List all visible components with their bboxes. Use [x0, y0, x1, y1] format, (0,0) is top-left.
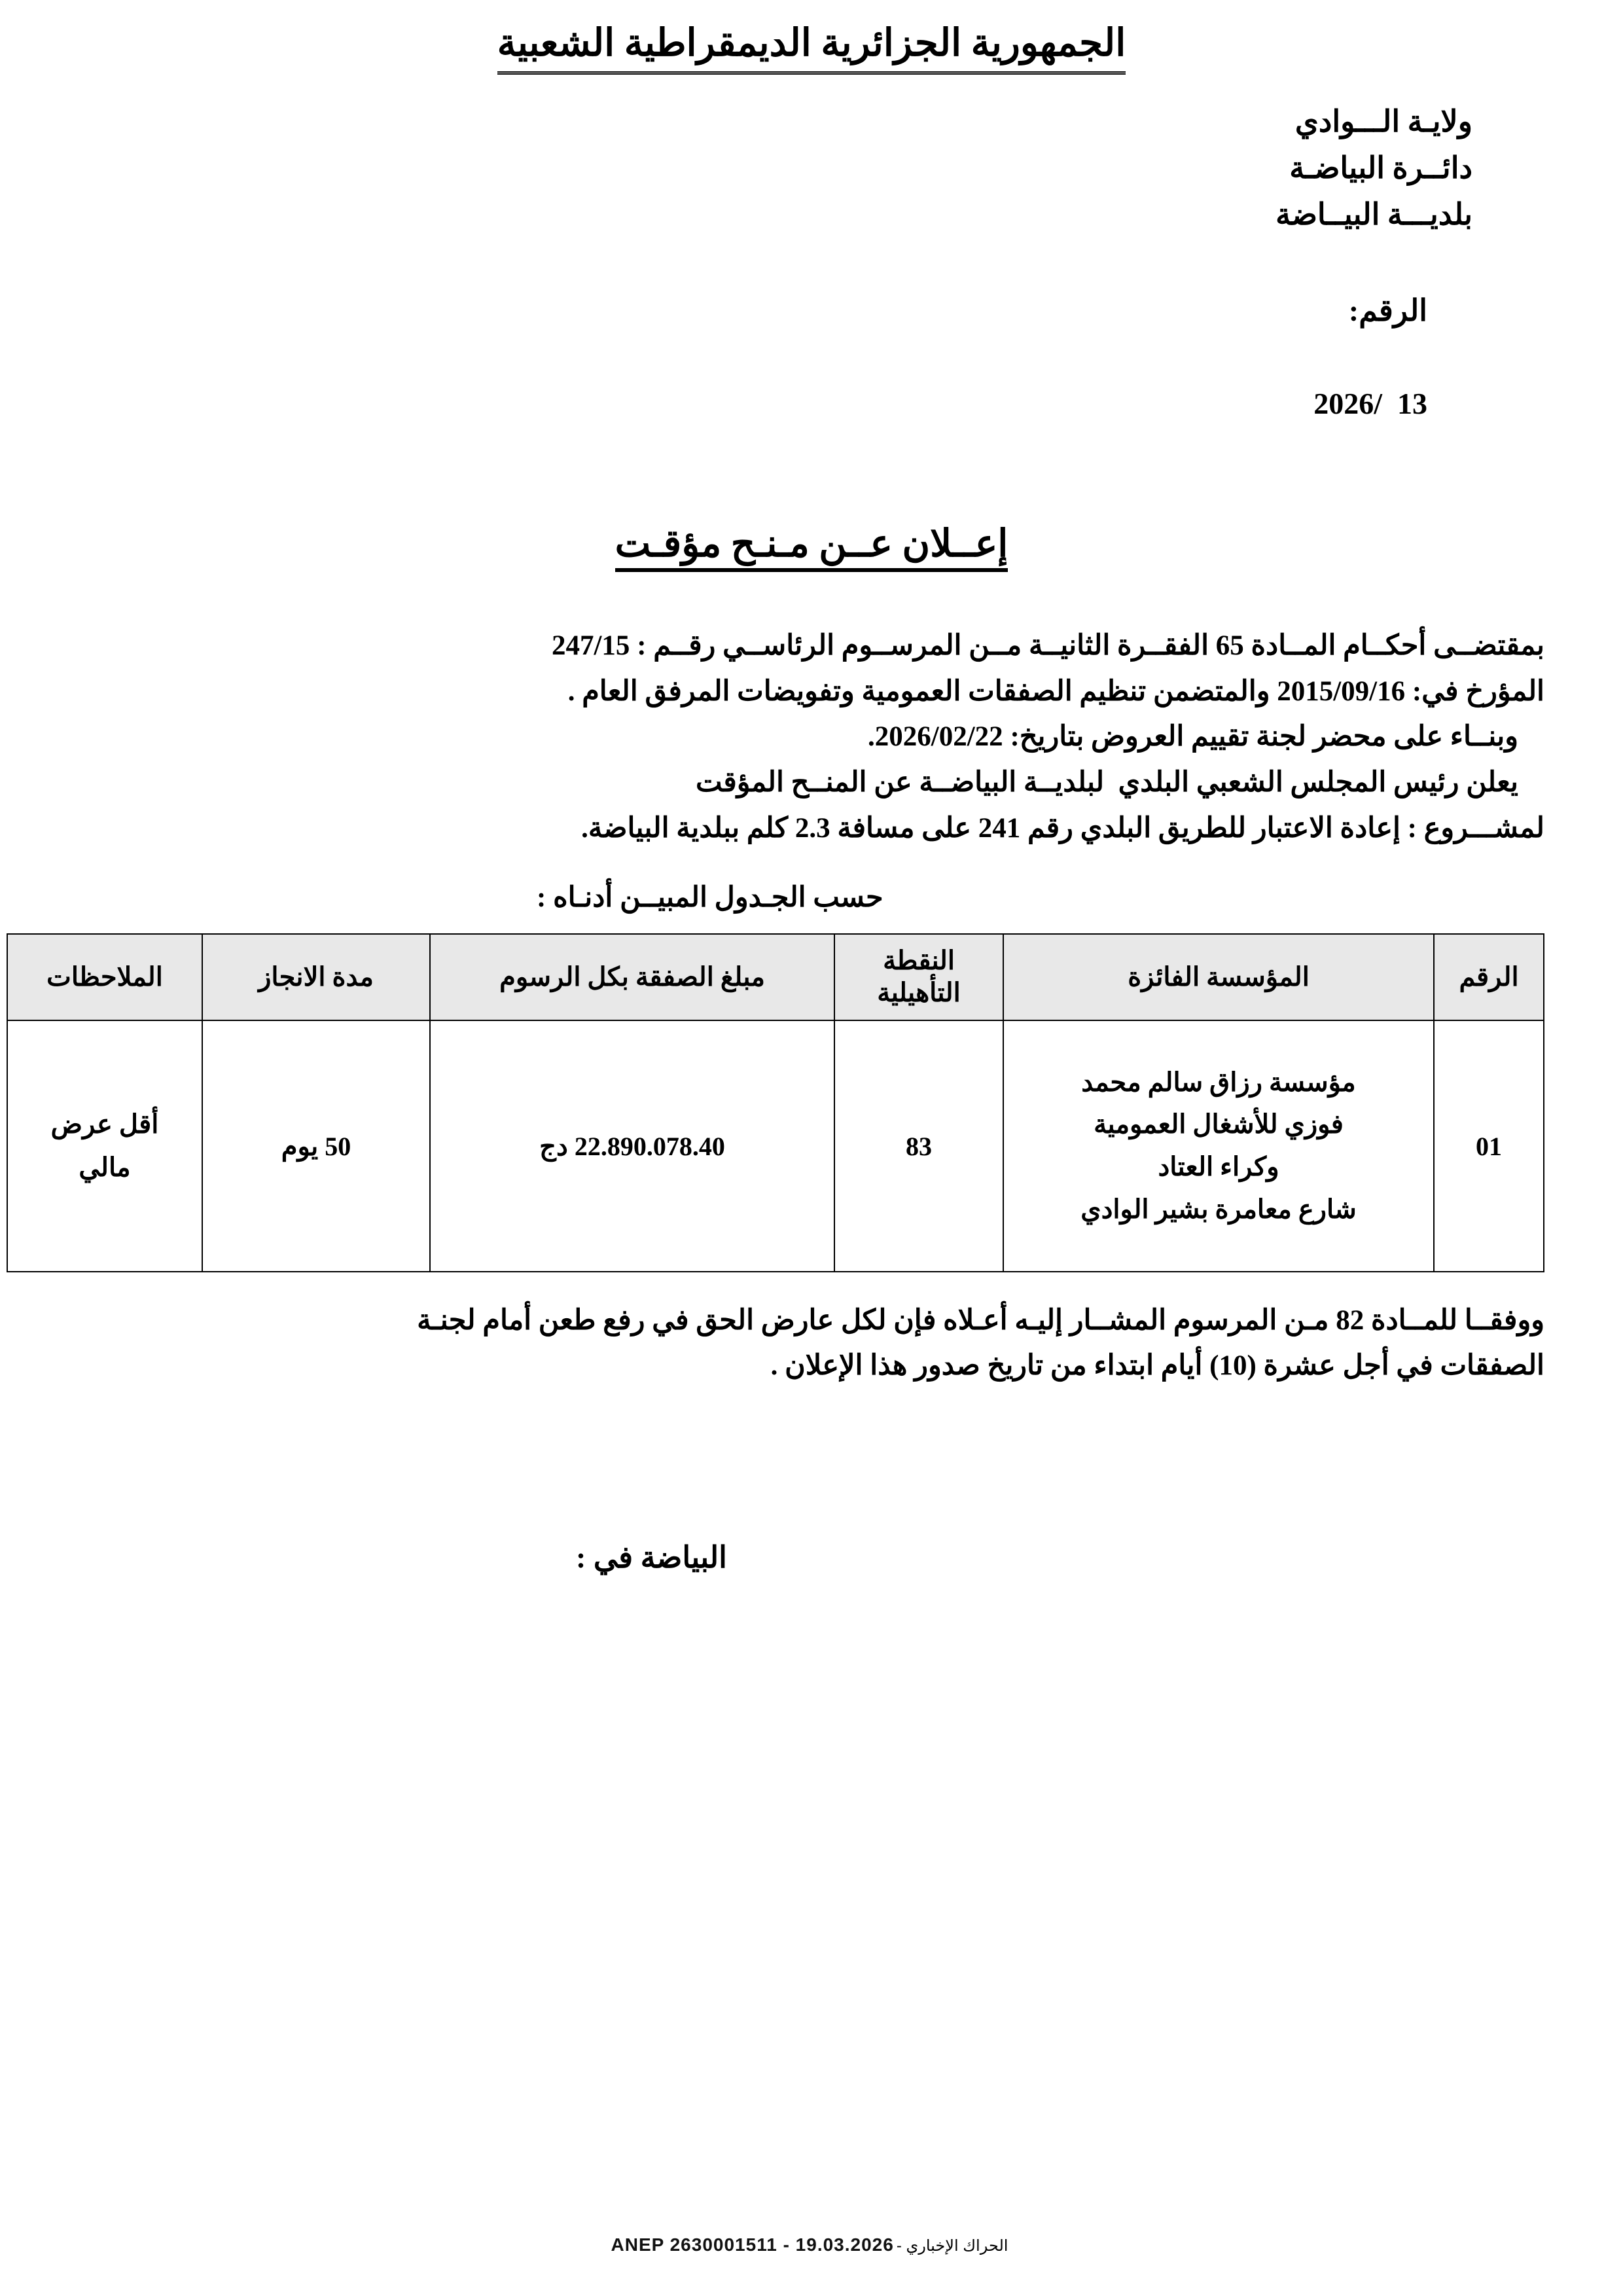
- reference-value: 13 /2026: [1313, 387, 1427, 421]
- notes-line-1: أقل عرض: [50, 1109, 159, 1139]
- signature-block: البياضة في :: [576, 1540, 727, 1574]
- body-line-5: لمشـــروع : إعادة الاعتبار للطريق البلدي رقم 241 على مسافة 2.3 كلم ببلدية البياضة.: [581, 812, 1544, 844]
- cell-score: 83: [834, 1020, 1003, 1272]
- body-line-2: المؤرخ في: 2015/09/16 والمتضمن تنظيم الصفقات العمومية وتفويضات المرفق العام .: [567, 675, 1544, 707]
- table-body: [7, 1020, 1544, 1272]
- nation-title-container: [79, 0, 1544, 75]
- cell-duration: 50 يوم: [202, 1020, 430, 1272]
- cell-amount: 22.890.078.40 دج: [430, 1020, 834, 1272]
- cell-number: 01: [1434, 1020, 1544, 1272]
- body-line-4: يعلن رئيس المجلس الشعبي البلدي لبلديــة البياضــة عن المنــح المؤقت: [696, 766, 1518, 798]
- company-line-2: فوزي للأشغال العمومية: [1094, 1109, 1344, 1139]
- th-company: المؤسسة الفائزة: [1003, 934, 1434, 1020]
- reference-line: [79, 240, 1472, 473]
- th-amount: مبلغ الصفقة بكل الرسوم: [430, 934, 834, 1020]
- daira-line: دائــرة البياضـة: [1289, 151, 1472, 185]
- body-text-block: [79, 623, 1544, 851]
- closing-line-2: الصفقات في أجل عشرة (10) أيام ابتداء من تاريخ صدور هذا الإعلان .: [770, 1350, 1544, 1381]
- company-line-3: وكراء العتاد: [1158, 1152, 1279, 1182]
- th-number: الرقم: [1434, 934, 1544, 1020]
- company-line-1: مؤسسة رزاق سالم محمد: [1081, 1067, 1356, 1097]
- cell-company: [1003, 1020, 1434, 1272]
- award-table: [7, 933, 1544, 1272]
- cell-notes: [7, 1020, 202, 1272]
- table-lead-text: حسب الجـدول المبيــن أدنـاه :: [537, 882, 883, 914]
- anep-reference: ANEP 2630001511 - 19.03.2026: [611, 2234, 894, 2255]
- wilaya-line: ولايـة الـــوادي: [1294, 104, 1472, 138]
- table-row: [7, 1020, 1544, 1272]
- admin-header-block: [79, 98, 1544, 474]
- th-duration: مدة الانجاز: [202, 934, 430, 1020]
- company-address: شارع معامرة بشير الوادي: [1080, 1194, 1357, 1224]
- reference-label: الرقم:: [1348, 293, 1427, 327]
- closing-line-1: ووفقــا للمــادة 82 مـن المرسوم المشــار إليـه أعـلاه فإن لكل عارض الحق في رفع طعن أمام لجنـة: [417, 1305, 1544, 1336]
- page-footer: [0, 2234, 1623, 2255]
- nation-title: الجمهورية الجزائرية الديمقراطية الشعبية: [497, 20, 1126, 75]
- page-title: إعــلان عــن مـنـح مؤقـت: [615, 521, 1008, 572]
- th-notes: الملاحظات: [7, 934, 202, 1020]
- table-header-row: [7, 934, 1544, 1020]
- notes-line-2: مالي: [79, 1153, 131, 1183]
- baladia-line: بلديـــة البيــاضة: [1275, 198, 1472, 232]
- body-line-3: وبنــاء على محضر لجنة تقييم العروض بتاريخ: 2026/02/22.: [868, 721, 1518, 753]
- table-header: [7, 934, 1544, 1020]
- th-score: النقطة التأهيلية: [834, 934, 1003, 1020]
- main-heading-container: [79, 521, 1544, 572]
- body-line-1: بمقتضــى أحكــام المــادة 65 الفقــرة الثانيــة مــن المرســوم الرئاســي رقــم : 247/15: [551, 630, 1544, 661]
- publisher-name: - الحراك الإخباري: [896, 2237, 1008, 2255]
- closing-text-block: [79, 1299, 1544, 1389]
